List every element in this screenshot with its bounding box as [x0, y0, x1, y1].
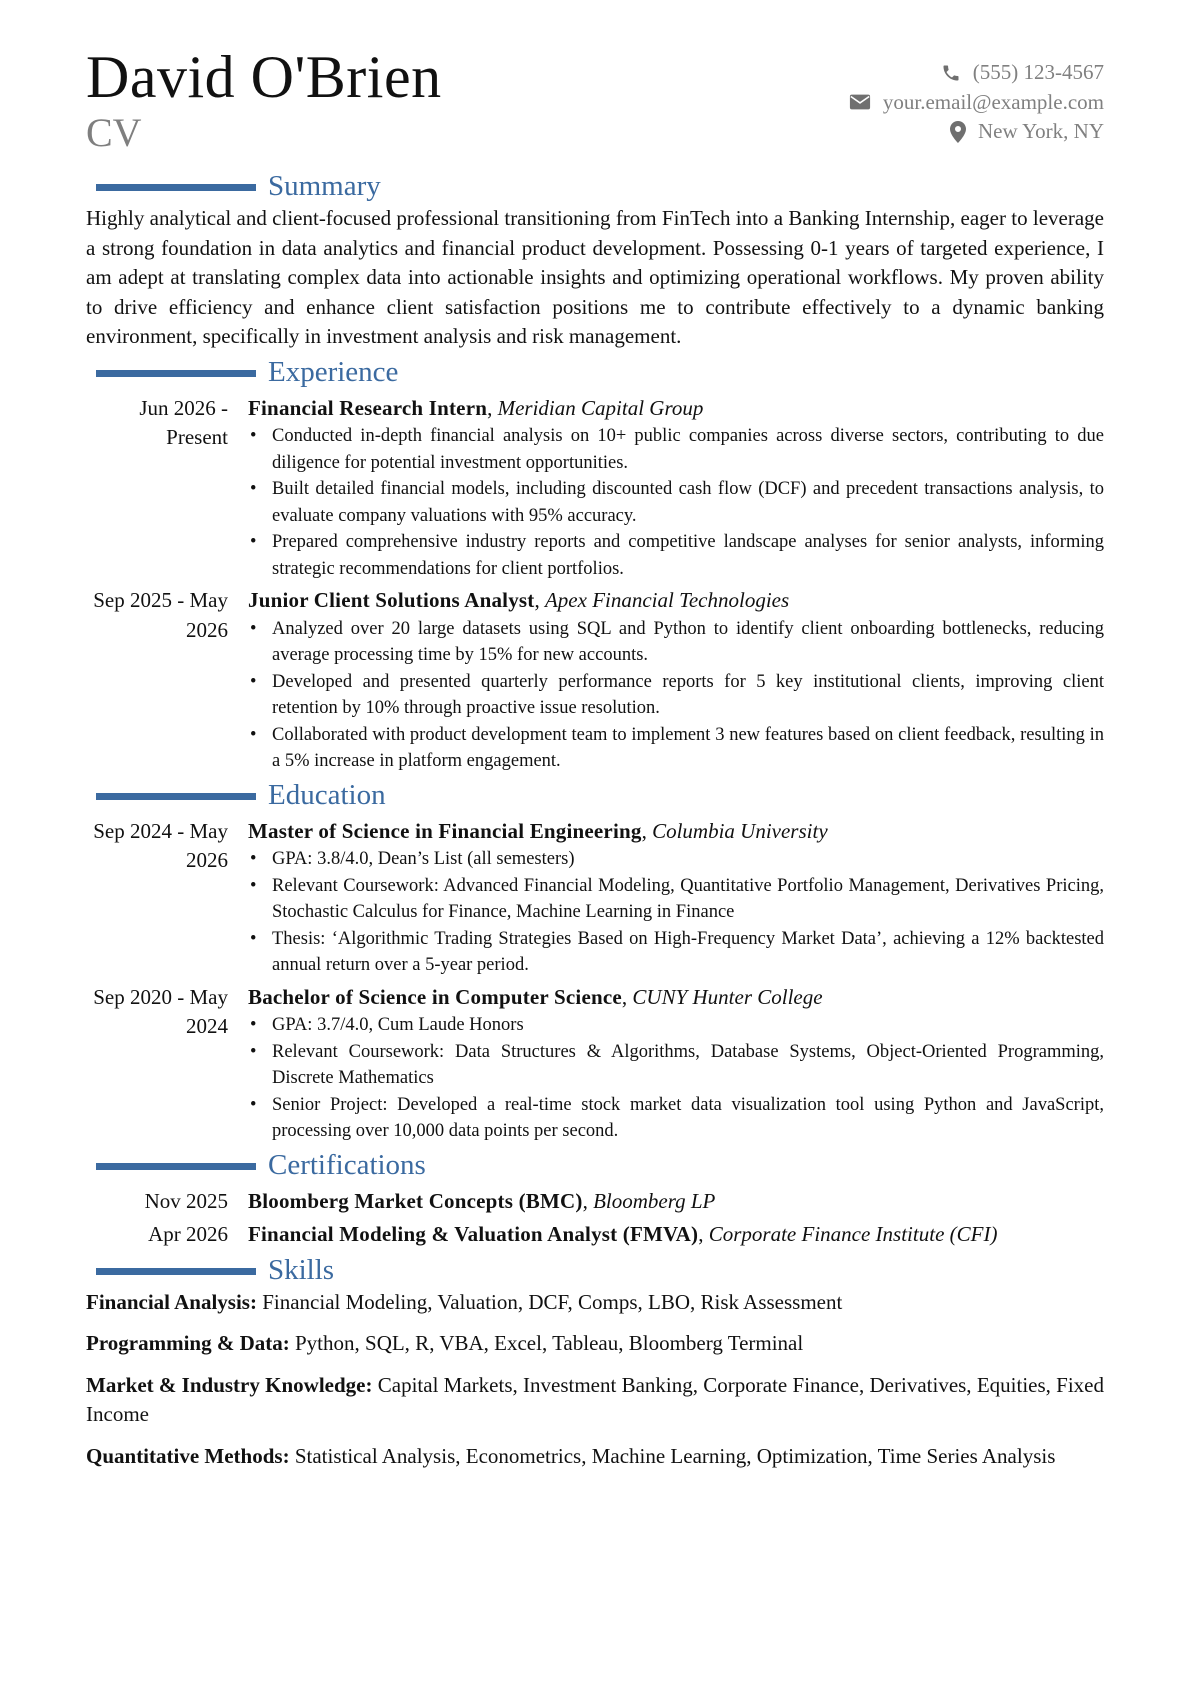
- entry-heading: Bachelor of Science in Computer Science, CUNY Hunter College: [248, 984, 823, 1009]
- entry-degree: Master of Science in Financial Engineering: [248, 818, 642, 843]
- section-accent-bar: [96, 793, 256, 800]
- education-entry: [86, 817, 1104, 979]
- skill-category: Market & Industry Knowledge:: [86, 1372, 373, 1397]
- entry-date: Jun 2026 - Present: [139, 395, 228, 449]
- skill-category: Financial Analysis:: [86, 1289, 257, 1314]
- cv-page: [86, 40, 1104, 1483]
- skill-values: Capital Markets, Investment Banking, Corporate Finance, Derivatives, Equities, Fixed Income: [86, 1372, 1105, 1426]
- skill-line: [86, 1288, 1104, 1318]
- phone-text: (555) 123-4567: [972, 60, 1104, 84]
- section-title-experience: Experience: [268, 355, 399, 388]
- bullet-item: • Analyzed over 20 large datasets using SQL and Python to identify client onboarding bottlenecks, reducing average processing time by 15% for new accounts.: [272, 616, 1104, 669]
- skill-category: Quantitative Methods:: [86, 1443, 290, 1468]
- bullet-item: • GPA: 3.8/4.0, Dean’s List (all semesters): [272, 846, 1104, 873]
- cert-date: Apr 2026: [148, 1222, 228, 1246]
- certifications-section-header: [86, 1147, 1104, 1183]
- section-title-certifications: Certifications: [268, 1148, 426, 1181]
- certification-entry: Apr 2026 Financial Modeling & Valuation Analyst (FMVA), Corporate Finance Institute (CFI): [86, 1220, 1104, 1250]
- entry-organization: Meridian Capital Group: [497, 395, 704, 420]
- bullet-item: • Relevant Coursework: Data Structures & Algorithms, Database Systems, Object-Oriented Programming, Discrete Mathematics: [272, 1039, 1104, 1092]
- education-section-header: [86, 777, 1104, 813]
- cert-issuer: Corporate Finance Institute (CFI): [708, 1222, 998, 1246]
- skills-section-header: [86, 1252, 1104, 1288]
- summary-section-header: [86, 168, 1104, 204]
- entry-degree: Bachelor of Science in Computer Science: [248, 984, 622, 1009]
- cert-name: Financial Modeling & Valuation Analyst (FMVA): [248, 1222, 699, 1246]
- entry-institution: Columbia University: [652, 818, 828, 843]
- bullet-item: • Senior Project: Developed a real-time stock market data visualization tool using Python and JavaScript, processing over 10,000 data points per second.: [272, 1092, 1104, 1145]
- certification-entry: Nov 2025 Bloomberg Market Concepts (BMC), Bloomberg LP: [86, 1187, 1104, 1217]
- phone-icon: [941, 63, 961, 83]
- section-title-summary: Summary: [268, 170, 381, 202]
- entry-organization: Apex Financial Technologies: [544, 588, 790, 612]
- contact-block: [849, 58, 1104, 147]
- education-entry: [86, 983, 1104, 1145]
- contact-email[interactable]: [849, 88, 1104, 118]
- entry-role: Financial Research Intern: [248, 395, 488, 420]
- bullet-item: • Built detailed financial models, including discounted cash flow (DCF) and precedent transactions analysis, to evaluate company valuations with 95% accuracy.: [272, 476, 1104, 529]
- skill-values: Python, SQL, R, VBA, Excel, Tableau, Bloomberg Terminal: [295, 1331, 804, 1355]
- experience-entry: [86, 586, 1104, 775]
- bullet-item: • Conducted in-depth financial analysis on 10+ public companies across diverse sectors, contributing to due diligence for potential investment opportunities.: [272, 423, 1104, 476]
- bullet-item: • Prepared comprehensive industry reports and competitive landscape analyses for senior analysts, informing strategic recommendations for client portfolios.: [272, 529, 1104, 582]
- envelope-icon: [849, 93, 871, 111]
- email-text: your.email@example.com: [882, 89, 1104, 114]
- skill-values: Financial Modeling, Valuation, DCF, Comps, LBO, Risk Assessment: [262, 1289, 843, 1314]
- summary-text: Highly analytical and client-focused professional transitioning from FinTech into a Banking Internship, eager to leverage a strong foundation in data analytics and financial product development. Possessing 0-1 years of targeted experience, I am adept at translating complex data into actionable insights and optimizing operational workflows. My proven ability to drive efficiency and enhance client satisfaction positions me to contribute effectively to a dynamic banking environment, specifically in investment analysis and risk management.: [86, 206, 1104, 348]
- entry-bullets: [248, 616, 1104, 775]
- entry-heading: Master of Science in Financial Engineering, Columbia University: [248, 818, 828, 843]
- section-title-skills: Skills: [268, 1253, 335, 1286]
- location-text: New York, NY: [977, 119, 1104, 143]
- contact-phone[interactable]: [849, 58, 1104, 88]
- skill-line: [86, 1371, 1104, 1430]
- document-title: CV: [86, 110, 142, 155]
- cert-issuer: Bloomberg LP: [593, 1188, 716, 1213]
- section-accent-bar: [96, 184, 256, 191]
- entry-bullets: [248, 423, 1104, 582]
- entry-bullets: [248, 1012, 1104, 1145]
- experience-section-header: [86, 354, 1104, 390]
- person-name: David O'Brien: [86, 44, 442, 110]
- section-title-education: Education: [268, 778, 386, 811]
- skill-line: [86, 1329, 1104, 1359]
- section-accent-bar: [96, 1163, 256, 1170]
- entry-institution: CUNY Hunter College: [632, 984, 823, 1009]
- contact-location: [849, 117, 1104, 147]
- bullet-item: • Developed and presented quarterly performance reports for 5 key institutional clients, improving client retention by 10% through proactive issue resolution.: [272, 669, 1104, 722]
- skill-line: [86, 1442, 1104, 1472]
- cv-header: [86, 46, 1104, 166]
- cert-name: Bloomberg Market Concepts (BMC): [248, 1188, 583, 1213]
- bullet-item: • Collaborated with product development team to implement 3 new features based on client feedback, resulting in a 5% increase in platform engagement.: [272, 722, 1104, 775]
- section-accent-bar: [96, 370, 256, 377]
- entry-role: Junior Client Solutions Analyst: [248, 588, 535, 612]
- skill-category: Programming & Data:: [86, 1331, 290, 1355]
- experience-entry: [86, 394, 1104, 583]
- entry-date: Sep 2025 - May 2026: [93, 588, 228, 642]
- section-accent-bar: [96, 1268, 256, 1275]
- entry-date: Sep 2020 - May 2024: [93, 984, 228, 1038]
- entry-heading: Financial Research Intern, Meridian Capital Group: [248, 395, 704, 420]
- bullet-item: • Relevant Coursework: Advanced Financial Modeling, Quantitative Portfolio Management, Derivatives Pricing, Stochastic Calculus for Finance, Machine Learning in Finance: [272, 873, 1104, 926]
- entry-bullets: [248, 846, 1104, 979]
- entry-date: Sep 2024 - May 2026: [93, 818, 228, 872]
- map-pin-icon: [950, 121, 966, 143]
- cert-date: Nov 2025: [144, 1188, 228, 1213]
- bullet-item: • GPA: 3.7/4.0, Cum Laude Honors: [272, 1012, 1104, 1039]
- bullet-item: • Thesis: ‘Algorithmic Trading Strategies Based on High-Frequency Market Data’, achieving a 12% backtested annual return over a 5-year period.: [272, 926, 1104, 979]
- entry-heading: Junior Client Solutions Analyst, Apex Financial Technologies: [248, 588, 790, 612]
- skill-values: Statistical Analysis, Econometrics, Machine Learning, Optimization, Time Series Analysis: [294, 1443, 1056, 1468]
